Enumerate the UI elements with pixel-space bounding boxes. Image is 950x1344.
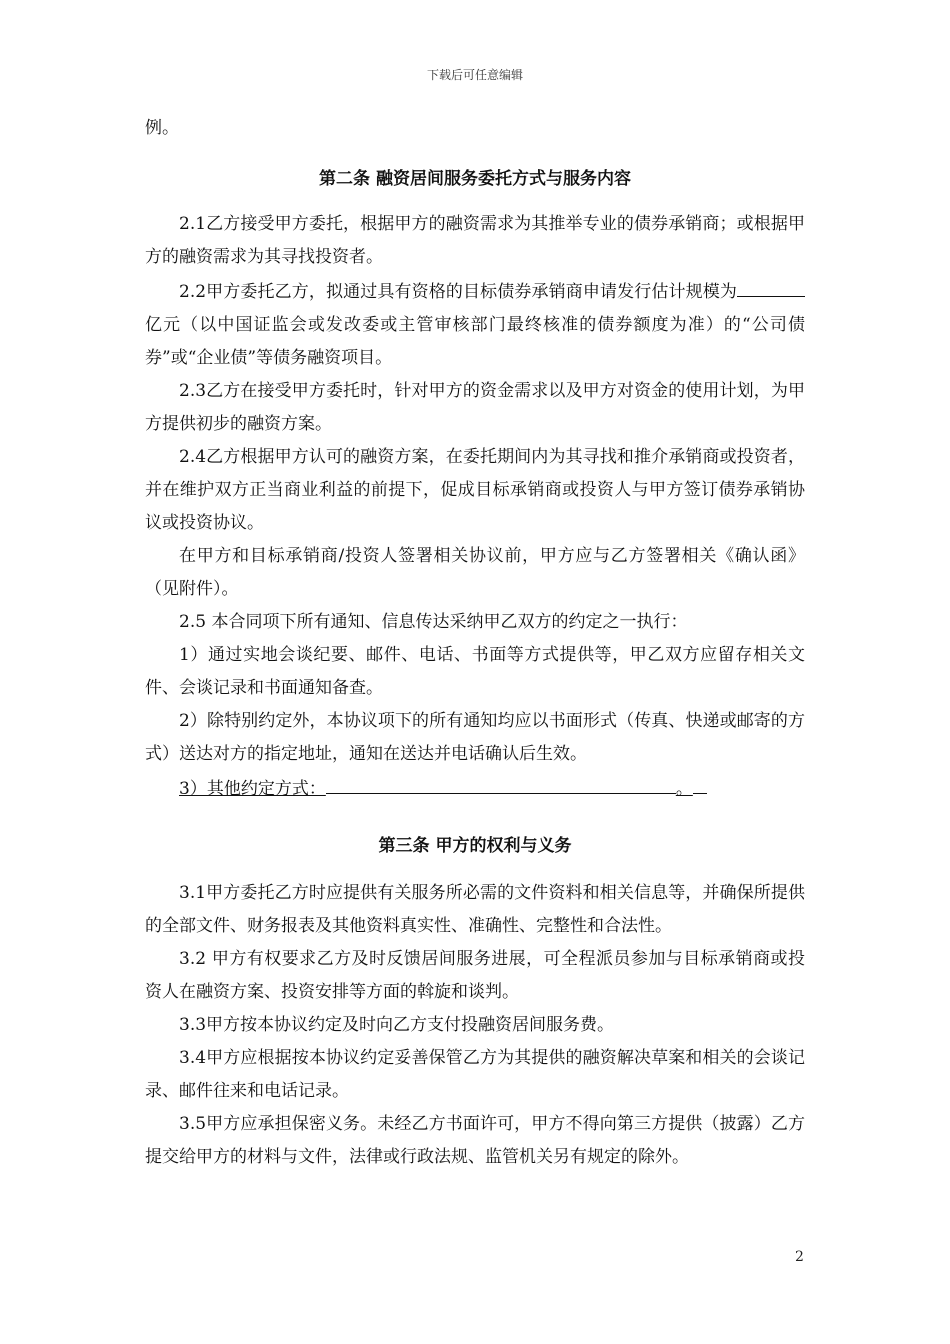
clause-3-1: 3.1甲方委托乙方时应提供有关服务所必需的文件资料和相关信息等，并确保所提供的全部文件、财务报表及其他资料真实性、准确性、完整性和合法性。 — [145, 883, 805, 936]
clause-2-5-item-1: 1）通过实地会谈纪要、邮件、电话、书面等方式提供等，甲乙双方应留存相关文件、会谈记录和书面通知备查。 — [145, 645, 805, 698]
clause-2-5-item-3 — [145, 771, 805, 806]
document-body — [145, 112, 805, 1174]
clause-2-4: 2.4乙方根据甲方认可的融资方案，在委托期间内为其寻找和推介承销商或投资者，并在维护双方正当商业利益的前提下，促成目标承销商或投资人与甲方签订债券承销协议或投资协议。 — [145, 447, 805, 533]
amount-blank — [737, 274, 805, 297]
clause-2-3: 2.3乙方在接受甲方委托时，针对甲方的资金需求以及甲方对资金的使用计划，为甲方提供初步的融资方案。 — [145, 381, 805, 434]
page-number: 2 — [795, 1249, 804, 1265]
clause-2-5-item-2: 2）除特别约定外，本协议项下的所有通知均应以书面形式（传真、快递或邮寄的方式）送达对方的指定地址，通知在送达并电话确认后生效。 — [145, 711, 805, 764]
clause-2-5-item-3-end: 。 — [675, 779, 693, 799]
clause-3-5: 3.5甲方应承担保密义务。未经乙方书面许可，甲方不得向第三方提供（披露）乙方提交给甲方的材料与文件，法律或行政法规、监管机关另有规定的除外。 — [145, 1114, 805, 1167]
clause-3-2: 3.2 甲方有权要求乙方及时反馈居间服务进展，可全程派员参加与目标承销商或投资人在融资方案、投资安排等方面的斡旋和谈判。 — [145, 949, 805, 1002]
clause-2-2-part-b: 亿元（以中国证监会或发改委或主管审核部门最终核准的债券额度为准）的“公司债券”或“企业债”等债务融资项目。 — [145, 315, 805, 368]
clause-2-2 — [145, 274, 805, 375]
clause-2-2-part-a: 2.2甲方委托乙方，拟通过具有资格的目标债券承销商申请发行估计规模为 — [179, 282, 737, 302]
clause-2-4-confirmation: 在甲方和目标承销商/投资人签署相关协议前，甲方应与乙方签署相关《确认函》（见附件）。 — [145, 546, 805, 599]
header-note: 下载后可任意编辑 — [426, 68, 523, 82]
other-method-blank-tail — [693, 771, 707, 794]
intro-fragment: 例。 — [145, 118, 179, 138]
clause-2-5-item-3-label: 3）其他约定方式： — [179, 779, 326, 799]
article-3-title: 第三条 甲方的权利与义务 — [378, 836, 572, 856]
clause-3-3: 3.3甲方按本协议约定及时向乙方支付投融资居间服务费。 — [179, 1015, 615, 1035]
article-2-title: 第二条 融资居间服务委托方式与服务内容 — [319, 169, 631, 189]
other-method-blank — [326, 771, 676, 794]
clause-3-4: 3.4甲方应根据按本协议约定妥善保管乙方为其提供的融资解决草案和相关的会谈记录、邮件往来和电话记录。 — [145, 1048, 805, 1101]
clause-2-1: 2.1乙方接受甲方委托，根据甲方的融资需求为其推举专业的债券承销商；或根据甲方的融资需求为其寻找投资者。 — [145, 214, 805, 267]
clause-2-5: 2.5 本合同项下所有通知、信息传达采纳甲乙双方的约定之一执行： — [179, 612, 688, 632]
